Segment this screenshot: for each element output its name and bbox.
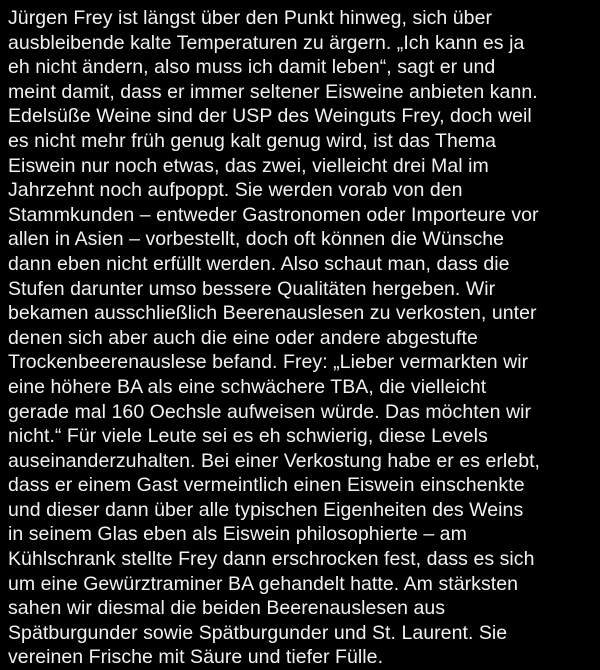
text-line: Jürgen Frey ist längst über den Punkt hinweg, sich über [8,7,493,29]
text-line: Kühlschrank stellte Frey dann erschrocken fest, dass es sich [8,548,535,571]
text-line: eh nicht ändern, also muss ich damit leben“, sagt er und [8,56,496,79]
text-line: dass er einem Gast vermeintlich einen Eiswein einschenkte [8,474,525,497]
text-line: nicht.“ Für viele Leute sei es eh schwierig, diese Levels [8,425,488,448]
text-line: um eine Gewürztraminer BA gehandelt hatte. Am stärksten [8,572,519,595]
text-line: Jahrzehnt noch aufpoppt. Sie werden vorab von den [8,179,463,202]
text-line: vereinen Frische mit Säure und tiefer Fülle. [8,646,384,669]
text-line: denen sich aber auch die eine oder andere abgestufte [8,326,478,349]
text-line: es nicht mehr früh genug kalt genug wird, ist das Thema [8,129,496,152]
text-line: in seinem Glas eben als Eiswein philosophierte – am [8,523,467,546]
text-line: Stufen darunter umso bessere Qualitäten hergeben. Wir [8,277,496,300]
text-line: gerade mal 160 Oechsle aufweisen würde. Das möchten wir [8,400,532,423]
text-line: Spätburgunder sowie Spätburgunder und St. Laurent. Sie [8,621,508,644]
text-line: dann eben nicht erfüllt werden. Also schaut man, dass die [8,252,510,275]
text-line: Trockenbeerenauslese befand. Frey: „Lieber vermarkten wir [8,351,529,374]
text-line: ausbleibende kalte Temperaturen zu ärgern. „Ich kann es ja [8,31,525,54]
text-line: Stammkunden – entweder Gastronomen oder Importeure vor [8,203,539,226]
text-line: bekamen ausschließlich Beerenauslesen zu verkosten, unter [8,302,537,325]
text-line: auseinanderzuhalten. Bei einer Verkostung habe er es erlebt, [8,449,541,472]
text-line: eine höhere BA als eine schwächere TBA, die vielleicht [8,375,487,398]
article-text [8,6,598,670]
text-line: Eiswein nur noch etwas, das zwei, vielleicht drei Mal im [8,154,489,177]
text-line: und dieser dann über alle typischen Eigenheiten des Weins [8,498,524,521]
text-line: Edelsüße Weine sind der USP des Weinguts Frey, doch weil [8,105,532,128]
text-line: allen in Asien – vorbestellt, doch oft können die Wünsche [8,228,505,251]
text-line: meint damit, dass er immer seltener Eisweine anbieten kann. [8,80,538,103]
text-line: sahen wir diesmal die beiden Beerenauslesen aus [8,597,446,620]
